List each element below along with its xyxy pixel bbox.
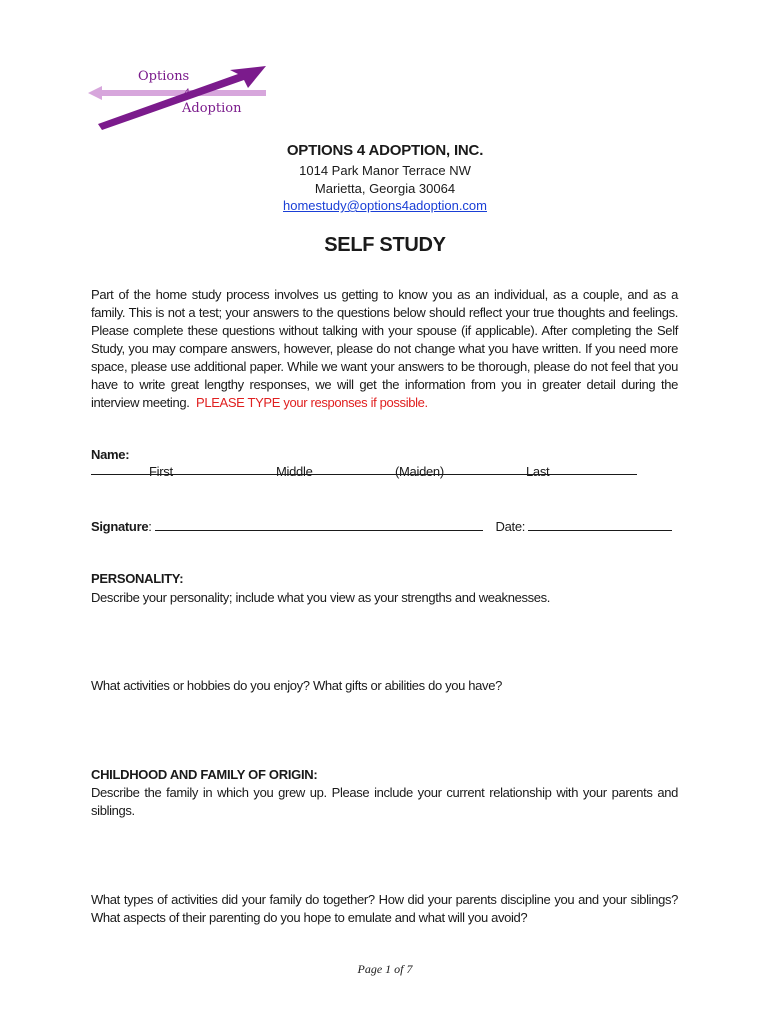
document-title: SELF STUDY bbox=[324, 234, 446, 256]
signature-field-row bbox=[91, 518, 678, 534]
logo-text-4: 4 bbox=[184, 88, 191, 99]
name-label: Name: bbox=[91, 447, 130, 462]
signature-colon: : bbox=[148, 519, 152, 534]
personality-question-2: What activities or hobbies do you enjoy? What gifts or abilities do you have? bbox=[91, 678, 502, 693]
logo-text-adoption: Adoption bbox=[182, 101, 242, 116]
signature-label: Signature bbox=[91, 519, 149, 534]
type-responses-note: PLEASE TYPE your responses if possible. bbox=[196, 395, 428, 410]
page-number: Page 1 of 7 bbox=[357, 962, 413, 976]
personality-heading: PERSONALITY: bbox=[91, 571, 184, 586]
organization-name: OPTIONS 4 ADOPTION, INC. bbox=[286, 142, 484, 159]
name-field-row bbox=[91, 447, 678, 478]
personality-question-1: Describe your personality; include what you view as your strengths and weaknesses. bbox=[91, 590, 551, 605]
name-sublabel-maiden: (Maiden) bbox=[395, 464, 444, 479]
email-link[interactable]: homestudy@options4adoption.com bbox=[283, 198, 487, 213]
options-4-adoption-logo bbox=[88, 62, 270, 134]
date-input-line[interactable] bbox=[528, 518, 672, 531]
name-sublabel-middle: Middle bbox=[276, 464, 313, 479]
childhood-heading: CHILDHOOD AND FAMILY OF ORIGIN: bbox=[91, 767, 318, 782]
address-line-2: Marietta, Georgia 30064 bbox=[314, 181, 456, 196]
name-sublabel-last: Last bbox=[526, 464, 550, 479]
childhood-question-2: What types of activities did your family do together? How did your parents discipline you and your siblings? What aspects of their parenting do you hope to emulate and what will you avoid? bbox=[91, 892, 678, 925]
intro-paragraph bbox=[91, 286, 678, 412]
childhood-question-1: Describe the family in which you grew up. Please include your current relationship with your parents and siblings. bbox=[91, 785, 678, 818]
intro-text: Part of the home study process involves us getting to know you as an individual, as a couple, and as a family. This is not a test; your answers to the questions below should reflect your true thoughts and feelings. Please complete these questions without talking with your spouse (if applicable). After completing the Self Study, you may compare answers, however, please do not change what you have written. If you need more space, please use additional paper. While we want your answers to be thorough, please do not feel that you have to write great lengthy responses, we will get the information from you in greater detail during the interview meeting. bbox=[91, 287, 678, 410]
address-line-1: 1014 Park Manor Terrace NW bbox=[299, 163, 471, 178]
logo-text-options: Options bbox=[138, 69, 190, 84]
name-sublabel-first: First bbox=[149, 464, 173, 479]
date-label: Date: bbox=[495, 519, 526, 534]
signature-input-line[interactable] bbox=[155, 518, 483, 531]
